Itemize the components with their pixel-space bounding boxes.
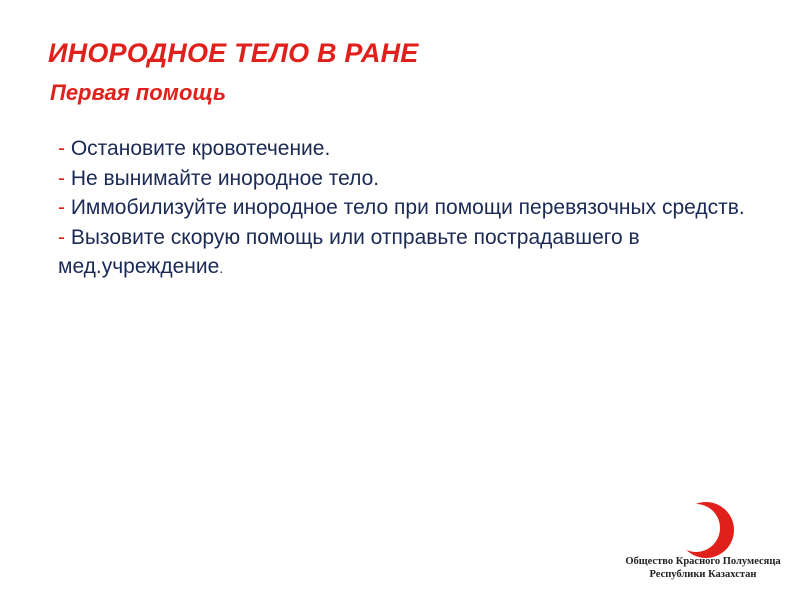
logo-org-name: Общество Красного Полумесяца — [625, 556, 781, 567]
step-text: Вызовите скорую помощь или отправьте пострадавшего в мед.учреждение — [58, 225, 640, 278]
red-crescent-logo — [618, 496, 788, 588]
step-trailing-period: . — [219, 260, 224, 276]
logo-org-country: Республики Казахстан — [649, 569, 757, 580]
step-item — [58, 193, 758, 223]
step-item — [58, 164, 758, 194]
step-item — [58, 134, 758, 164]
step-dash: - — [58, 196, 71, 219]
step-dash: - — [58, 225, 71, 249]
step-item — [58, 223, 758, 284]
first-aid-steps — [58, 134, 758, 284]
step-text: Иммобилизуйте инородное тело при помощи перевязочных средств. — [70, 196, 745, 219]
step-dash: - — [58, 166, 71, 190]
step-text: Остановите кровотечение. — [70, 137, 331, 160]
step-text: Не вынимайте инородное тело. — [70, 166, 380, 190]
slide-subtitle: Первая помощь — [50, 80, 227, 105]
red-crescent-icon — [666, 500, 746, 564]
step-dash: - — [58, 137, 71, 160]
crescent-shape — [678, 502, 734, 558]
slide-title: ИНОРОДНОЕ ТЕЛО В РАНЕ — [48, 38, 419, 68]
